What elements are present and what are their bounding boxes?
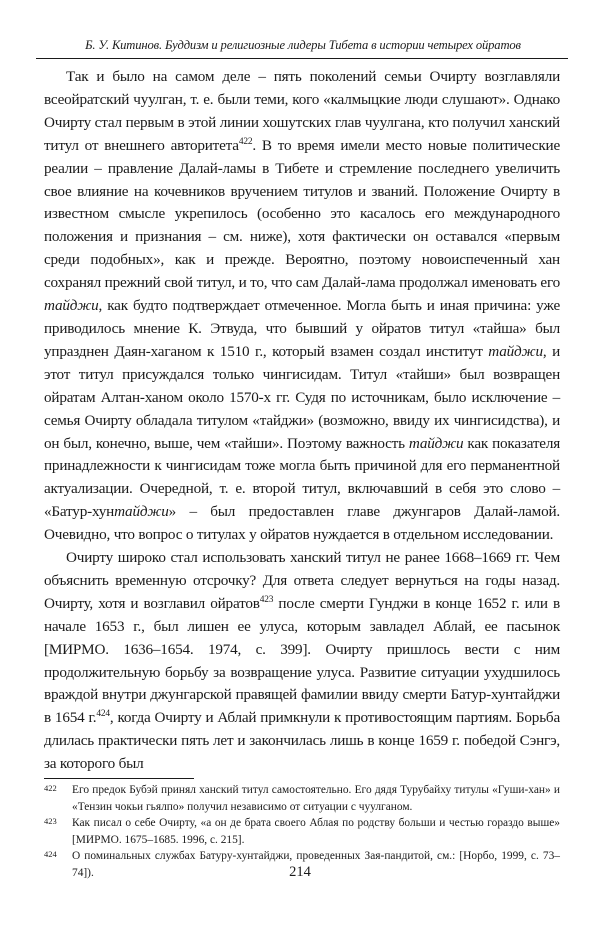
footnote-ref[interactable]: 424 xyxy=(96,709,110,720)
italic-term: тайджи xyxy=(488,342,543,360)
italic-term: тайджи xyxy=(44,297,99,315)
page-number: 214 xyxy=(289,864,311,880)
header-rule xyxy=(36,58,568,59)
text-run: как показателя принадлежности к чингисидам тоже могла быть причиной для его перманентной актуализации. Очередной, т. е. второй титул, включавший в себя это слово – «Батур-хун xyxy=(44,434,560,521)
footnote xyxy=(44,815,560,848)
footnote-text: Как писал о себе Очирту, «а он де брата своего Аблая по родству больши и честью гораздо выше» [МИРМО. 1675–1685. 1996, с. 215]. xyxy=(72,817,560,846)
text-run: , и этот титул присуждался только чингисидам. Титул «тайши» был возвращен ойратам Алтан-ханом около 1570-х гг. Судя по источникам, было исключение – семья Очирту обладала титулом «тайджи» (возможно, ввиду их чингисидства), и он был, конечно, выше, чем «тайши». Поэтому важность xyxy=(44,342,560,452)
running-head: Б. У. Китинов. Буддизм и религиозные лидеры Тибета в истории четырех ойратов xyxy=(85,38,521,52)
paragraph xyxy=(44,547,560,776)
text-run: Так и было на самом деле – пять поколений семьи Очирту возглавляли всеойратский чуулган, т. е. были теми, кого «калмыцкие люди слушают». Однако Очирту стал первым в этой линии хошутских глав чуулгана, кто получил ханский титул от внешнего авторитета xyxy=(44,68,560,154)
footnote-text: О поминальных службах Батуру-хунтайджи, проведенных Зая-пандитой, см.: [Норбо, 1999, с. 73–74]). xyxy=(72,850,560,879)
footnote-ref[interactable]: 422 xyxy=(238,136,253,147)
footnote-number: 423 xyxy=(44,816,57,827)
main-text xyxy=(44,66,560,776)
text-run: , как будто подтверждает отмеченное. Могла быть и иная причина: уже приводилось мнение К. Этвуда, что бывший у ойратов титул «тайша» был упразднен Даян-хаганом к 1510 г., который взамен создал институт xyxy=(44,297,560,360)
footnote-ref[interactable]: 423 xyxy=(259,594,274,605)
paragraph xyxy=(44,66,560,547)
italic-term: тайджи xyxy=(114,503,169,521)
italic-term: тайджи xyxy=(408,434,464,452)
footnote-number: 424 xyxy=(44,849,57,860)
text-run: » – был предоставлен главе джунгаров Далай-ламой. Очевидно, что вопрос о титулах у ойратов нуждается в отдельном исследовании. xyxy=(44,503,560,544)
footnote-rule xyxy=(44,778,194,779)
text-run: , когда Очирту и Аблай примкнули к противостоящим партиям. Борьба длилась практически пять лет и закончилась лишь в конце 1659 г. победой Сэнгэ, за которого был xyxy=(44,709,560,773)
footnote-number: 422 xyxy=(44,783,57,793)
text-run: . В то время имели место новые политические реалии – правление Далай-ламы в Тибете и стремление последнего увеличить свое влияние на кочевников вручением титулов и званий. Положение Очирту в известном смысле укрепилось (особенно это касалось его международного положения и признания – см. ниже), хотя фактически он оставался «первым среди подобных», как и прежде. Вероятно, поэтому новоиспеченный хан сохранял прежний свой титул, и то, что сам Далай-лама продолжал именовать его xyxy=(44,136,560,292)
footnote xyxy=(44,782,560,815)
footnote-text: Его предок Бубэй принял ханский титул самостоятельно. Его дядя Турубайху титулы «Гуши-хан» и «Тензин чокьи гьялпо» получил независимо от ситуации с чуулганом. xyxy=(72,784,560,813)
text-run: Очирту широко стал использовать ханский титул не ранее 1668–1669 гг. Чем объяснить временную отсрочку? Для ответа следует вернуться на годы назад. Очирту, хотя и возглавил ойратов xyxy=(44,549,560,612)
text-run: после смерти Гунджи в конце 1652 г. или в начале 1653 г., был лишен ее улуса, которым завладел Аблай, ее пасынок [МИРМО. 1636–1654. 1974, с. 399]. Очирту пришлось вести с ним продолжительную борьбу за возвращение улуса. Развитие ситуации ухудшилось враждой внутри джунгарской правящей фамилии ввиду смерти Батур-хунтайджи в 1654 г. xyxy=(44,594,561,727)
